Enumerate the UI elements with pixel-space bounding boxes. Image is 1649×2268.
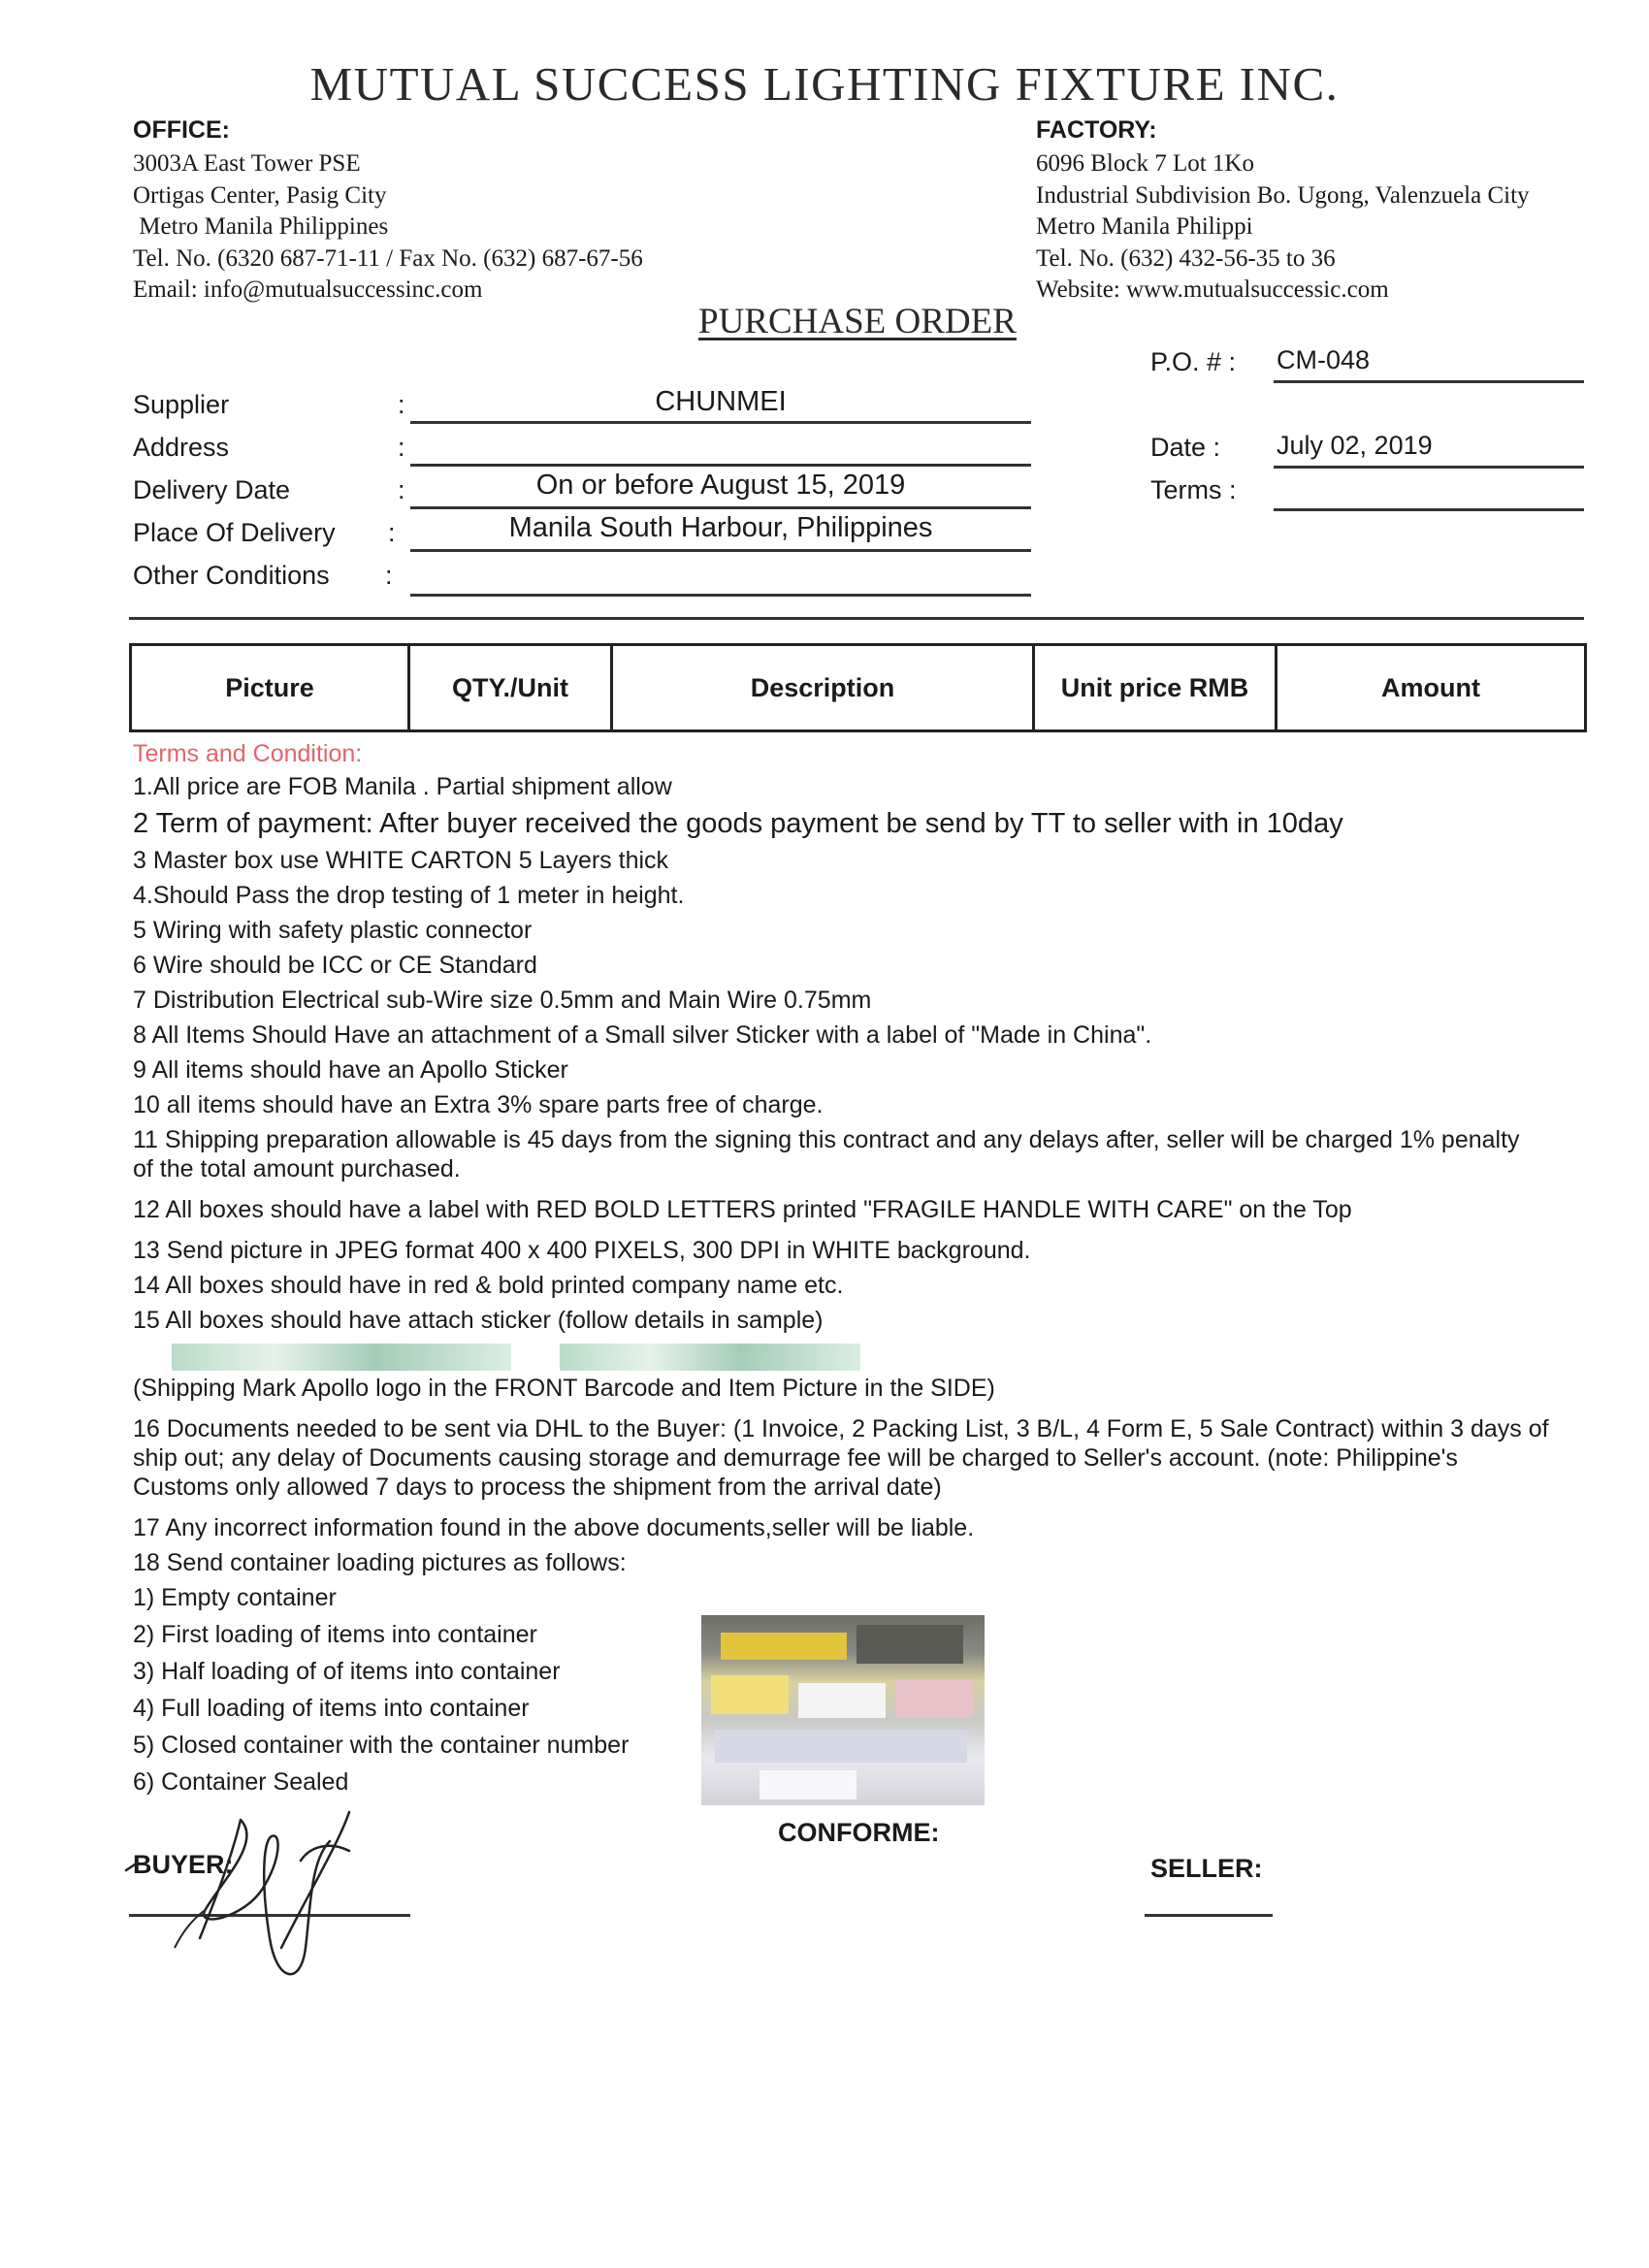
office-line: Metro Manila Philippines [133, 213, 389, 240]
supplier-value: CHUNMEI [655, 386, 787, 417]
term-item: 2 Term of payment: After buyer received the goods payment be send by TT to seller with in 10day [133, 808, 1343, 839]
delivery-date-value: On or before August 15, 2019 [535, 470, 906, 501]
office-line: Tel. No. (6320 687-71-11 / Fax No. (632) 687-67-56 [133, 244, 643, 272]
po-number-value: CM-048 [1277, 345, 1371, 374]
term-item: 4.Should Pass the drop testing of 1 meter in height. [133, 882, 685, 909]
column-header-picture: Picture [131, 645, 409, 731]
term-item: 6 Wire should be ICC or CE Standard [133, 952, 537, 979]
term-item: 11 Shipping preparation allowable is 45 days from the signing this contract and any delays after, seller will be charged 1% penalty of the total amount purchased. [133, 1126, 1520, 1183]
date-label: Date : [1150, 433, 1221, 462]
office-line: 3003A East Tower PSE [133, 150, 361, 177]
loading-step: 4) Full loading of items into container [133, 1695, 530, 1722]
document-title: PURCHASE ORDER [698, 302, 1017, 341]
items-table-header-row [131, 645, 1586, 731]
term-item: 15 All boxes should have attach sticker (follow details in sample) [133, 1307, 824, 1334]
conforme-label: CONFORME: [778, 1818, 940, 1847]
shipping-mark-note: (Shipping Mark Apollo logo in the FRONT Barcode and Item Picture in the SIDE) [133, 1375, 995, 1402]
factory-heading: FACTORY: [1036, 116, 1157, 144]
factory-line: Website: www.mutualsuccessic.com [1036, 276, 1389, 303]
date-underline [1274, 466, 1584, 469]
loading-step: 5) Closed container with the container number [133, 1732, 630, 1759]
delivery-date-colon: : [398, 475, 405, 504]
factory-line: Industrial Subdivision Bo. Ugong, Valenzuela City [1036, 181, 1530, 209]
delivery-date-underline [410, 506, 1031, 509]
term-item: 12 All boxes should have a label with RED BOLD LETTERS printed "FRAGILE HANDLE WITH CARE" on the Top [133, 1196, 1352, 1223]
loading-step: 1) Empty container [133, 1584, 337, 1611]
place-of-delivery-underline [410, 549, 1031, 552]
office-line: Ortigas Center, Pasig City [133, 181, 387, 209]
office-line: Email: info@mutualsuccessinc.com [133, 276, 483, 303]
term-item: 18 Send container loading pictures as follows: [133, 1549, 627, 1576]
place-of-delivery-value: Manila South Harbour, Philippines [508, 512, 933, 543]
po-number-label: P.O. # : [1150, 347, 1237, 376]
supplier-underline [410, 421, 1031, 424]
address-label: Address [133, 433, 230, 462]
term-item: 3 Master box use WHITE CARTON 5 Layers thick [133, 847, 669, 874]
office-address-block [133, 116, 643, 307]
supplier-colon: : [398, 390, 405, 419]
term-item: 13 Send picture in JPEG format 400 x 400 PIXELS, 300 DPI in WHITE background. [133, 1237, 1031, 1264]
column-header-amount: Amount [1277, 645, 1586, 731]
date-value: July 02, 2019 [1277, 431, 1433, 460]
supplier-label: Supplier [133, 390, 230, 419]
buyer-signature-image [116, 1802, 427, 1996]
address-colon: : [398, 433, 405, 462]
term-item: 16 Documents needed to be sent via DHL to the Buyer: (1 Invoice, 2 Packing List, 3 B/L, 4 Form E, 5 Sale Contract) within 3 days of ship out; any delay of Documents causing storage and demurrage fee will be charged to Seller's account. (note: Philippine's Customs only allowed 7 days to process the shipment from the arrival date) [133, 1415, 1549, 1501]
loading-step: 6) Container Sealed [133, 1768, 349, 1796]
other-conditions-colon: : [385, 561, 393, 590]
place-of-delivery-label: Place Of Delivery [133, 518, 336, 547]
term-item: 17 Any incorrect information found in the above documents,seller will be liable. [133, 1514, 975, 1541]
loading-step: 2) First loading of items into container [133, 1621, 537, 1648]
company-name: MUTUAL SUCCESS LIGHTING FIXTURE INC. [309, 57, 1340, 111]
factory-address-block [1036, 116, 1530, 307]
items-table [129, 643, 1587, 732]
other-conditions-label: Other Conditions [133, 561, 330, 590]
loading-step: 3) Half loading of of items into container [133, 1658, 561, 1685]
buyer-label: BUYER: [133, 1850, 234, 1879]
column-header-description: Description [612, 645, 1034, 731]
term-item: 9 All items should have an Apollo Sticker [133, 1056, 568, 1084]
term-item: 10 all items should have an Extra 3% spare parts free of charge. [133, 1091, 824, 1118]
sticker-sample-image [560, 1344, 860, 1371]
term-item: 8 All Items Should Have an attachment of a Small silver Sticker with a label of "Made in China". [133, 1021, 1152, 1049]
terms-label: Terms : [1150, 475, 1237, 504]
terms-heading: Terms and Condition: [133, 740, 363, 767]
address-underline [410, 464, 1031, 467]
place-of-delivery-colon: : [388, 518, 396, 547]
header-divider [129, 617, 1584, 620]
terms-underline [1274, 508, 1584, 511]
term-item: 5 Wiring with safety plastic connector [133, 917, 533, 944]
seller-signature-line [1145, 1914, 1273, 1917]
term-item: 14 All boxes should have in red & bold printed company name etc. [133, 1272, 844, 1299]
column-header-unit-price: Unit price RMB [1034, 645, 1277, 731]
term-item: 7 Distribution Electrical sub-Wire size 0.5mm and Main Wire 0.75mm [133, 987, 872, 1014]
factory-line: 6096 Block 7 Lot 1Ko [1036, 150, 1254, 177]
seller-label: SELLER: [1150, 1854, 1263, 1883]
factory-line: Tel. No. (632) 432-56-35 to 36 [1036, 244, 1336, 272]
delivery-date-label: Delivery Date [133, 475, 291, 504]
column-header-qty-unit: QTY./Unit [409, 645, 612, 731]
office-heading: OFFICE: [133, 116, 230, 144]
po-number-underline [1274, 380, 1584, 383]
sticker-sample-row [133, 1341, 1588, 1374]
other-conditions-underline [410, 594, 1031, 597]
container-loading-photo [701, 1615, 985, 1805]
term-item: 1.All price are FOB Manila . Partial shipment allow [133, 773, 672, 800]
sticker-sample-image [172, 1344, 511, 1371]
factory-line: Metro Manila Philippi [1036, 213, 1253, 240]
